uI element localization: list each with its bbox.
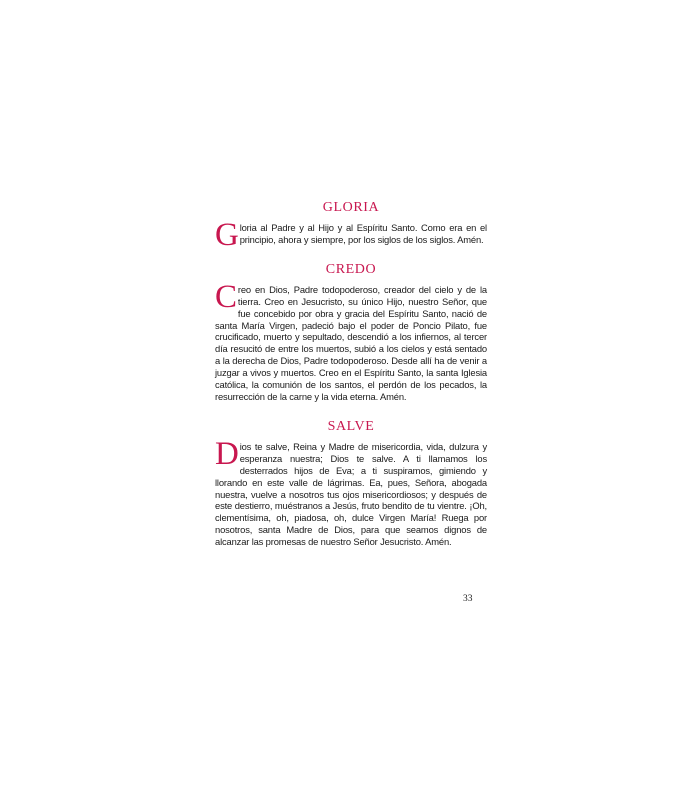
prayer-salve — [215, 419, 487, 548]
drop-cap: G — [215, 217, 239, 253]
prayer-title: CREDO — [325, 261, 377, 277]
prayer-text — [215, 435, 487, 548]
prayer-body: loria al Padre y al Hijo y al Espíritu Santo. Como era en el principio, ahora y siempre, por los siglos de los siglos. Amén. — [239, 222, 487, 245]
prayer-body: ios te salve, Reina y Madre de misericordia, vida, dulzura y esperanza nuestra; Dios te salve. A ti llamamos los desterrados hijos de Eva; a ti suspiramos, gimiendo y llorando en este valle de lágrimas. Ea, pues, Señora, abogada nuestra, vuelve a nosotros tus ojos misericordiosos; y después de este destierro, muéstranos a Jesús, fruto bendito de tu vientre. ¡Oh, clementísima, oh, piadosa, oh, dulce Virgen María! Ruega por nosotros, santa Madre de Dios, para que seamos dignos de alcanzar las promesas de nuestro Señor Jesucristo. Amén. — [215, 440, 487, 548]
prayer-title: SALVE — [327, 418, 375, 434]
prayer-column — [215, 200, 487, 548]
prayer-body: reo en Dios, Padre todopoderoso, creador del cielo y de la tierra. Creo en Jesucristo, su único Hijo, nuestro Señor, que fue concebido por obra y gracia del Espíritu Santo, nació de santa María Virgen, padeció bajo el poder de Poncio Pilato, fue crucificado, muerto y sepultado, descendió a los infiernos, al tercer día resucitó de entre los muertos, subió a los cielos y está sentado a la derecha de Dios, Padre todopoderoso. Desde allí ha de venir a juzgar a vivos y muertos. Creo en el Espíritu Santo, la santa Iglesia católica, la comunión de los santos, el perdón de los pecados, la resurrección de la carne y la vida eterna. Amén. — [215, 283, 487, 402]
drop-cap: C — [215, 278, 237, 315]
drop-cap: D — [215, 435, 239, 472]
prayer-text — [215, 278, 487, 403]
prayer-title: GLORIA — [322, 200, 380, 215]
prayer-gloria — [215, 200, 487, 253]
page-number: 33 — [463, 594, 473, 604]
prayer-text — [215, 217, 487, 253]
prayer-credo — [215, 262, 487, 403]
